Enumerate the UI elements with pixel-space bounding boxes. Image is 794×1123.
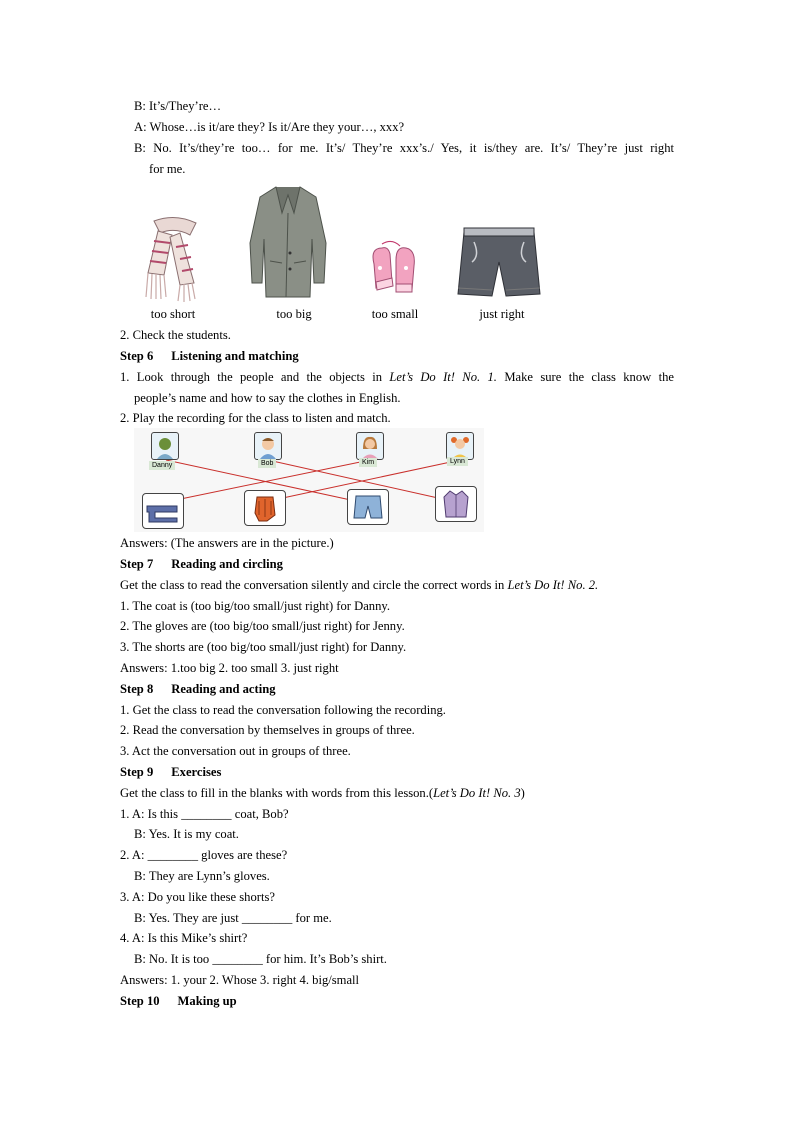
coat-icon <box>435 486 477 522</box>
step-heading: Step 6 Listening and matching <box>120 349 299 363</box>
answers-line: Answers: (The answers are in the picture.) <box>120 536 334 550</box>
exercise-line: 3. A: Do you like these shorts? <box>120 890 275 904</box>
person-name: Kim <box>359 458 377 467</box>
clothes-label: just right <box>479 307 525 321</box>
exercise-line: B: Yes. They are just ________ for me. <box>134 911 332 925</box>
step-text: 3. The shorts are (too big/too small/just right) for Danny. <box>120 640 407 654</box>
dialogue-line: B: It’s/They’re… <box>134 99 222 113</box>
exercise-line: 4. A: Is this Mike’s shirt? <box>120 931 248 945</box>
dialogue-line: B: No. It’s/they’re too… for me. It’s/ They’re xxx’s./ Yes, it is/they are. It’s/ They’re just right <box>134 141 674 155</box>
answers-line: Answers: 1.too big 2. too small 3. just right <box>120 661 339 675</box>
matching-picture <box>134 428 484 532</box>
shorts-icon <box>454 222 544 305</box>
step-text: Get the class to fill in the blanks with words from this lesson.(Let’s Do It! No. 3) <box>120 786 525 800</box>
step-text: 3. Act the conversation out in groups of three. <box>120 744 351 758</box>
coat-icon <box>246 183 330 306</box>
exercise-line: 1. A: Is this ________ coat, Bob? <box>120 807 289 821</box>
step-text: 1. The coat is (too big/too small/just right) for Danny. <box>120 599 391 613</box>
matching-lines <box>134 428 484 532</box>
dialogue-line: for me. <box>149 162 186 176</box>
person-name: Lynn <box>447 457 468 466</box>
step-text: Get the class to read the conversation silently and circle the correct words in Let’s Do It! No. 2. <box>120 578 599 592</box>
step-text: 2. Play the recording for the class to listen and match. <box>120 411 391 425</box>
step-heading: Step 10 Making up <box>120 994 237 1008</box>
gloves-icon <box>244 490 286 526</box>
shorts-icon <box>347 489 389 525</box>
step-heading: Step 9 Exercises <box>120 765 222 779</box>
person-name: Danny <box>149 461 175 470</box>
person-danny <box>151 432 179 460</box>
exercise-line: B: No. It is too ________ for him. It’s Bob’s shirt. <box>134 952 387 966</box>
person-kim <box>356 432 384 460</box>
step-text: 1. Get the class to read the conversation following the recording. <box>120 703 446 717</box>
gloves-icon <box>366 238 420 305</box>
step-text: 1. Look through the people and the objects in Let’s Do It! No. 1. Make sure the class know the <box>120 370 674 384</box>
answers-line: Answers: 1. your 2. Whose 3. right 4. big/small <box>120 973 360 987</box>
tie-icon <box>142 493 184 529</box>
step-text: 2. The gloves are (too big/too small/just right) for Jenny. <box>120 619 405 633</box>
person-lynn <box>446 432 474 460</box>
clothes-label: too short <box>150 307 196 321</box>
step-text: 2. Read the conversation by themselves in groups of three. <box>120 723 415 737</box>
person-bob <box>254 432 282 460</box>
step-text: people’s name and how to say the clothes in English. <box>134 391 401 405</box>
clothes-label: too small <box>371 307 419 321</box>
scarf-icon <box>140 213 210 308</box>
exercise-line: B: They are Lynn’s gloves. <box>134 869 270 883</box>
step-heading: Step 8 Reading and acting <box>120 682 276 696</box>
step-heading: Step 7 Reading and circling <box>120 557 283 571</box>
exercise-line: 2. A: ________ gloves are these? <box>120 848 288 862</box>
dialogue-line: A: Whose…is it/are they? Is it/Are they your…, xxx? <box>134 120 405 134</box>
exercise-line: B: Yes. It is my coat. <box>134 827 239 841</box>
clothes-label: too big <box>276 307 312 321</box>
check-line: 2. Check the students. <box>120 328 231 342</box>
person-name: Bob <box>258 459 276 468</box>
